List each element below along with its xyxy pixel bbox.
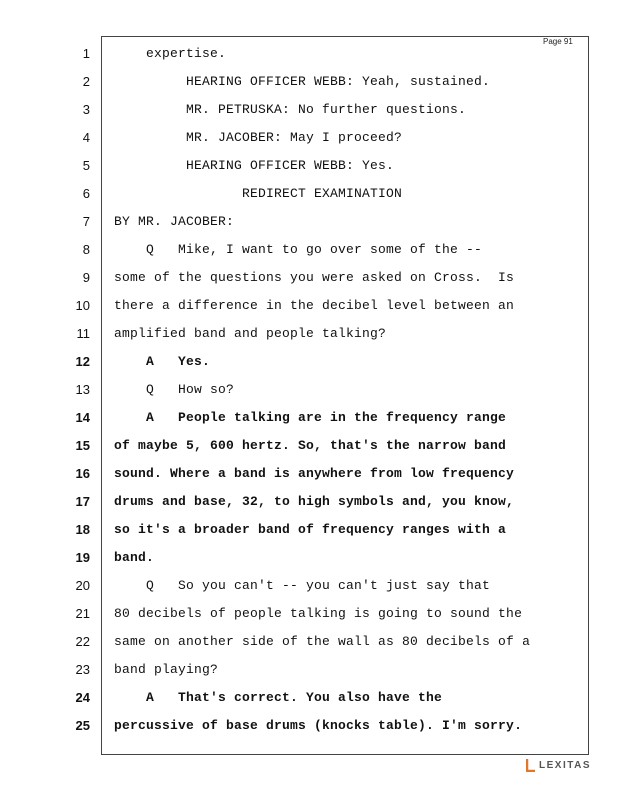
line-number: 24 (75, 690, 90, 705)
line-number: 10 (75, 298, 90, 313)
transcript-line: so it's a broader band of frequency ranges with a (114, 522, 507, 537)
transcript-line: band playing? (114, 662, 219, 677)
brand-name: LEXITAS (539, 759, 591, 771)
transcript-line: 80 decibels of people talking is going to sound the (114, 606, 523, 621)
transcript-line: MR. JACOBER: May I proceed? (114, 130, 403, 145)
transcript-line: Q How so? (114, 382, 235, 397)
lexitas-logo-icon (526, 758, 536, 772)
transcript-line: MR. PETRUSKA: No further questions. (114, 102, 467, 117)
line-number: 12 (75, 354, 90, 369)
line-number: 13 (75, 382, 90, 397)
line-number: 3 (82, 102, 90, 117)
page-number: Page 91 (543, 37, 573, 46)
transcript-line: A People talking are in the frequency range (114, 410, 507, 425)
transcript-line: band. (114, 550, 155, 565)
line-number: 7 (82, 214, 90, 229)
line-number: 5 (82, 158, 90, 173)
transcript-line: some of the questions you were asked on Cross. Is (114, 270, 515, 285)
transcript-line: expertise. (114, 46, 227, 61)
transcript-line: HEARING OFFICER WEBB: Yeah, sustained. (114, 74, 491, 89)
transcript-line: HEARING OFFICER WEBB: Yes. (114, 158, 395, 173)
transcript-line: of maybe 5, 600 hertz. So, that's the narrow band (114, 438, 507, 453)
line-number: 25 (75, 718, 90, 733)
transcript-line: there a difference in the decibel level between an (114, 298, 515, 313)
line-number: 4 (82, 130, 90, 145)
line-number: 18 (75, 522, 90, 537)
line-number: 15 (75, 438, 90, 453)
transcript-line: Q Mike, I want to go over some of the -- (114, 242, 483, 257)
line-number: 17 (75, 494, 90, 509)
transcript-line: A Yes. (114, 354, 211, 369)
line-number: 22 (75, 634, 90, 649)
line-number: 9 (82, 270, 90, 285)
line-number: 20 (75, 578, 90, 593)
transcript-line: Q So you can't -- you can't just say that (114, 578, 491, 593)
transcript-line: A That's correct. You also have the (114, 690, 443, 705)
transcript-line: same on another side of the wall as 80 decibels of a (114, 634, 531, 649)
transcript-line: REDIRECT EXAMINATION (114, 186, 403, 201)
transcript-line: drums and base, 32, to high symbols and, you know, (114, 494, 515, 509)
line-number: 2 (82, 74, 90, 89)
line-number: 16 (75, 466, 90, 481)
transcript-line: BY MR. JACOBER: (114, 214, 235, 229)
transcript-line: sound. Where a band is anywhere from low frequency (114, 466, 515, 481)
line-number: 8 (82, 242, 90, 257)
line-number: 21 (75, 606, 90, 621)
line-number: 14 (75, 410, 90, 425)
line-number: 19 (75, 550, 90, 565)
line-number: 11 (76, 326, 90, 341)
brand-logo (526, 758, 591, 772)
transcript-line: amplified band and people talking? (114, 326, 387, 341)
line-number: 6 (82, 186, 90, 201)
line-number: 1 (82, 46, 90, 61)
line-number: 23 (75, 662, 90, 677)
transcript-line: percussive of base drums (knocks table). I'm sorry. (114, 718, 523, 733)
